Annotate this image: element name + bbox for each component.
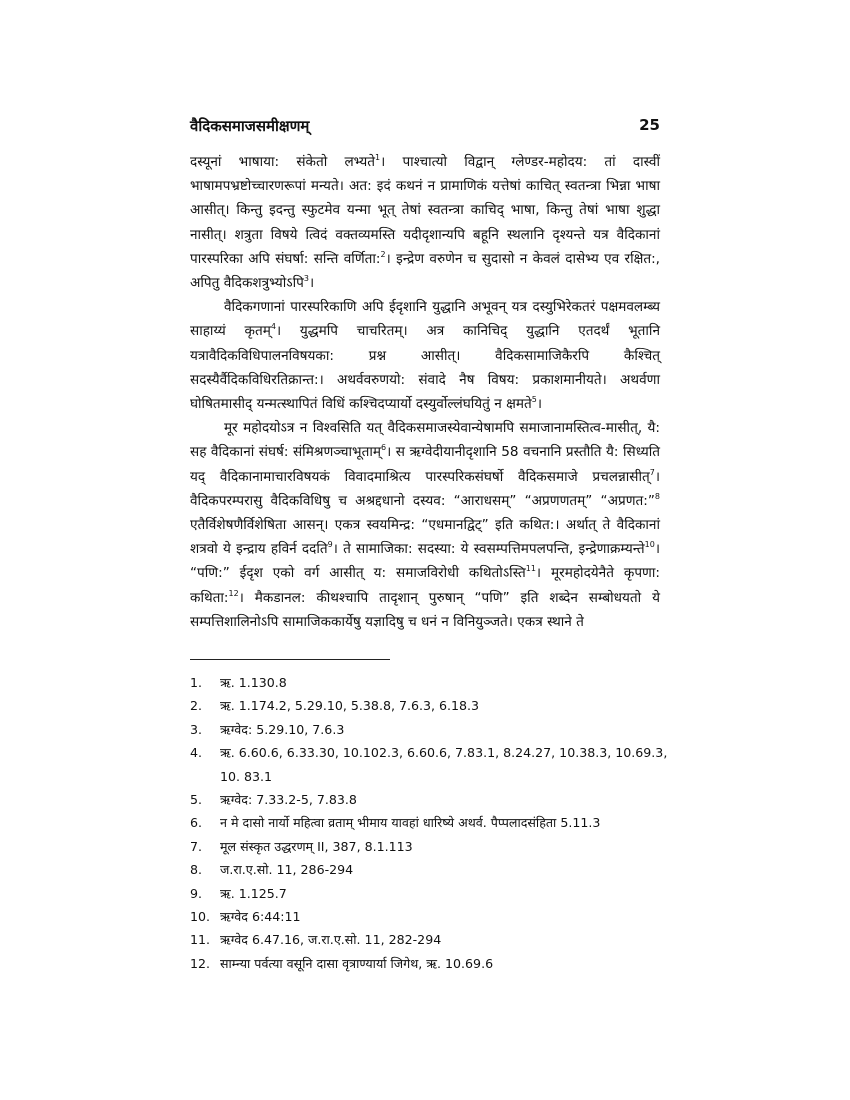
footnote-text: ऋ. 1.125.7 <box>220 885 287 901</box>
footnote-item <box>190 905 670 928</box>
footnote-marker: 9 <box>327 540 333 550</box>
text-run: वैदिकगणानां पारस्परिकाणि अपि ईदृशानि युद्धानि अभूवन् यत्र दस्युभिरेकतरं पक्षमवलम्ब्य साहाय्यं कृतम् <box>190 299 660 340</box>
footnote-number: 11. <box>190 932 211 948</box>
footnote-divider <box>190 659 390 660</box>
footnote-text: ज.रा.ए.सो. 11, 286-294 <box>220 862 354 878</box>
footnote-marker: 12 <box>228 588 239 598</box>
body-text <box>190 150 660 634</box>
text-run: । पाश्चात्यो विद्वान् ग्लेण्डर-महोदय: तां दास्वीं भाषामपभ्रष्टोच्चारणरूपां मन्यते। अत: इदं कथनं न प्रामाणिकं यत्तेषां काचित् स्वतन्त्रा भिन्ना भाषा आसीत्। किन्तु इदन्तु स्फुटमेव यन्मा भूत् तेषां स्वतन्त्रा काचिद् भाषा, किन्तु तेषां भाषा शुद्धा नासीत्। शत्रुता विषये त्विदं वक्तव्यमस्ति यदीदृशान्यपि बहूनि स्थलानि दृश्यन्ते यत्र वैदिकानां पारस्परिका अपि संघर्षा: सन्ति वर्णिता: <box>190 154 660 267</box>
footnote-item <box>190 741 670 788</box>
footnote-number: 7. <box>190 838 203 854</box>
text-run: । युद्धमपि चाचरितम्। अत्र कानिचिद् युद्धानि एतदर्थं भूतानि यत्रावैदिकविधिपालनविषयका: प्रश्न आसीत्। वैदिकसामाजिकैरपि कैश्चित् सदस्यैर्वैदिकविधिरतिक्रान्त:। अथर्ववरुणयो: संवादे नैष विषय: प्रकाशमानीयते। अथर्वणा घोषितमासीद् यन्मत्स्थापितं विधिं कश्चिदप्यार्यो दस्युर्वोल्लंघयितुं न क्षमते <box>190 323 660 413</box>
footnote-text: ऋ. 1.130.8 <box>220 675 287 690</box>
text-run: । स ऋग्वेदीयानीदृशानि 58 वचनानि प्रस्तौति यै: सिध्यति यद् वैदिकानामाचारविषयकं विवादमाश्रित्य पारस्परिकसंघर्षो वैदिकसमाजे प्रचलन्नासीत् <box>190 444 660 485</box>
footnote-marker: 5 <box>531 395 537 405</box>
footnote-item <box>190 694 670 717</box>
footnote-text: ऋग्वेद: 5.29.10, 7.6.3 <box>220 721 345 737</box>
text-run: । इन्द्रेण वरुणेन च सुदासो न केवलं दासेभ्य एव रक्षित:, अपितु वैदिकशत्रुभ्योऽपि <box>190 250 660 292</box>
footnote-marker: 11 <box>525 564 536 574</box>
footnote-text: ऋग्वेद: 7.33.2-5, 7.83.8 <box>220 792 357 808</box>
footnote-item <box>190 928 670 951</box>
text-run: दस्यूनां भाषाया: संकेतो लभ्यते <box>190 154 375 170</box>
running-title: वैदिकसमाजसमीक्षणम् <box>190 117 310 135</box>
text-run: । मैकडानल: कीथश्चापि तादृशान् पुरुषान् “पणि” इति शब्देन सम्बोधयतो ये सम्पत्तिशालिनोऽपि सामाजिककार्येषु यज्ञादिषु च धनं न विनियुञ्जते। एकत्र स्थाने ते <box>190 589 660 630</box>
footnote-number: 5. <box>190 792 203 808</box>
body-paragraph <box>190 416 660 634</box>
text-run: । वैदिकपरम्परासु वैदिकविधिषु च अश्रद्दधानो दस्यव: “आराधसम्” “अप्रणणतम्” “अप्रणत:” <box>190 468 660 509</box>
footnote-marker: 10 <box>644 540 655 550</box>
footnote-item <box>190 952 670 975</box>
footnote-item <box>190 718 670 741</box>
footnote-marker: 6 <box>381 443 387 453</box>
footnote-number: 2. <box>190 698 203 714</box>
footnote-marker: 3 <box>303 274 309 284</box>
footnote-number: 8. <box>190 862 203 878</box>
page-header <box>190 116 660 140</box>
footnote-list <box>190 671 670 975</box>
text-run: मूर महोदयोऽत्र न विश्वसिति यत् वैदिकसमाजस्येवान्येषामपि समाजानामस्तित्व-मासीत्, यै: सह वैदिकानां संघर्ष: संमिश्रणञ्चाभूताम् <box>190 420 660 461</box>
text-run: । <box>308 275 315 292</box>
text-run: । <box>536 396 542 413</box>
footnote-text: ऋग्वेद 6.47.16, ज.रा.ए.सो. 11, 282-294 <box>220 932 442 948</box>
body-paragraph <box>190 150 660 295</box>
footnote-number: 10. <box>190 909 211 925</box>
footnote-number: 4. <box>190 745 203 761</box>
footnote-item <box>190 788 670 811</box>
footnote-text: मूल संस्कृत उद्धरणम् II, 387, 8.1.113 <box>220 838 413 854</box>
footnote-item <box>190 671 670 694</box>
footnote-item <box>190 858 670 881</box>
footnote-item <box>190 811 670 834</box>
footnote-marker: 1 <box>374 153 381 162</box>
footnote-text: साम्न्या पर्वत्या वसूनि दासा वृत्राण्यार्या जिगेथ, ऋ. 10.69.6 <box>220 955 494 971</box>
text-run: । मूरमहोदयेनैते कृपणा: कथिता: <box>190 565 660 606</box>
footnote-marker: 4 <box>270 322 276 332</box>
footnote-marker: 2 <box>380 249 386 259</box>
text-run: एतैर्विशेषणैर्विशेषिता आसन्। एकत्र स्वयमिन्द्र: “एधमानद्विट्” इति कथित:। अर्थात् ते वैदिकानां शत्रवो ये इन्द्राय हविर्न ददति <box>190 517 660 558</box>
footnote-item <box>190 835 670 858</box>
footnote-number: 6. <box>190 815 203 831</box>
page-number: 25 <box>639 116 660 134</box>
footnote-number: 9. <box>190 885 203 901</box>
footnote-text: ऋग्वेद 6:44:11 <box>220 909 301 925</box>
text-run: । “पणि:” ईदृश एको वर्ग आसीत् य: समाजविरोधी कथितोऽस्ति <box>190 541 660 582</box>
footnote-text: ऋ. 6.60.6, 6.33.30, 10.102.3, 6.60.6, 7.83.1, 8.24.27, 10.38.3, 10.69.3, 10. 83.1 <box>220 745 668 784</box>
footnote-number: 1. <box>190 675 203 690</box>
footnote-number: 3. <box>190 721 203 737</box>
footnote-number: 12. <box>190 955 211 971</box>
footnote-marker: 8 <box>654 491 660 501</box>
body-paragraph <box>190 295 660 416</box>
text-run: । ते सामाजिका: सदस्या: ये स्वसम्पत्तिमपलपन्ति, इन्द्रेणाक्रम्यन्ते <box>332 541 645 558</box>
footnote-text: ऋ. 1.174.2, 5.29.10, 5.38.8, 7.6.3, 6.18.3 <box>220 698 480 714</box>
footnote-text: न मे दासो नार्यो महित्वा व्रताम् भीमाय यावहां धारिष्ये अथर्व. पैप्पलादसंहिता 5.11.3 <box>220 815 601 831</box>
footnote-marker: 7 <box>649 467 655 477</box>
footnote-item <box>190 882 670 905</box>
